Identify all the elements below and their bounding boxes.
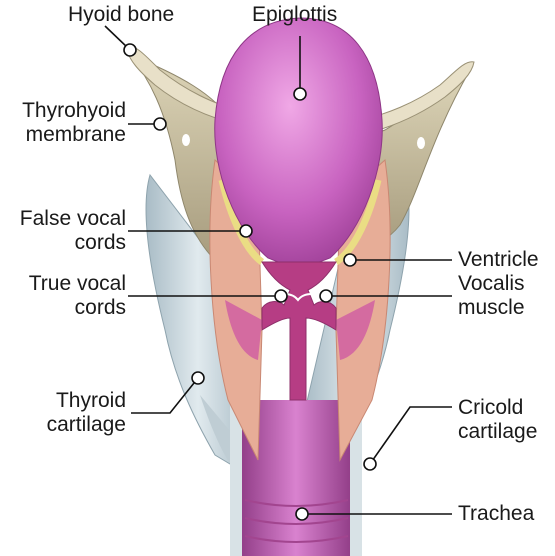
label-trachea: Trachea	[458, 502, 535, 525]
label-thyroid-cartilage: Thyroid cartilage	[46, 389, 126, 436]
label-vocalis-muscle: Vocalis muscle	[458, 272, 525, 319]
label-true-vocal-cords: True vocal cords	[28, 272, 126, 319]
label-epiglottis: Epiglottis	[252, 3, 338, 26]
label-ventricle: Ventricle	[458, 248, 539, 271]
label-cricoid-cartilage: Cricold cartilage	[458, 396, 538, 443]
label-hyoid-bone: Hyoid bone	[68, 3, 175, 26]
label-false-vocal-cords: False vocal cords	[19, 207, 126, 254]
label-thyrohyoid-membrane: Thyrohyoid membrane	[22, 99, 126, 146]
